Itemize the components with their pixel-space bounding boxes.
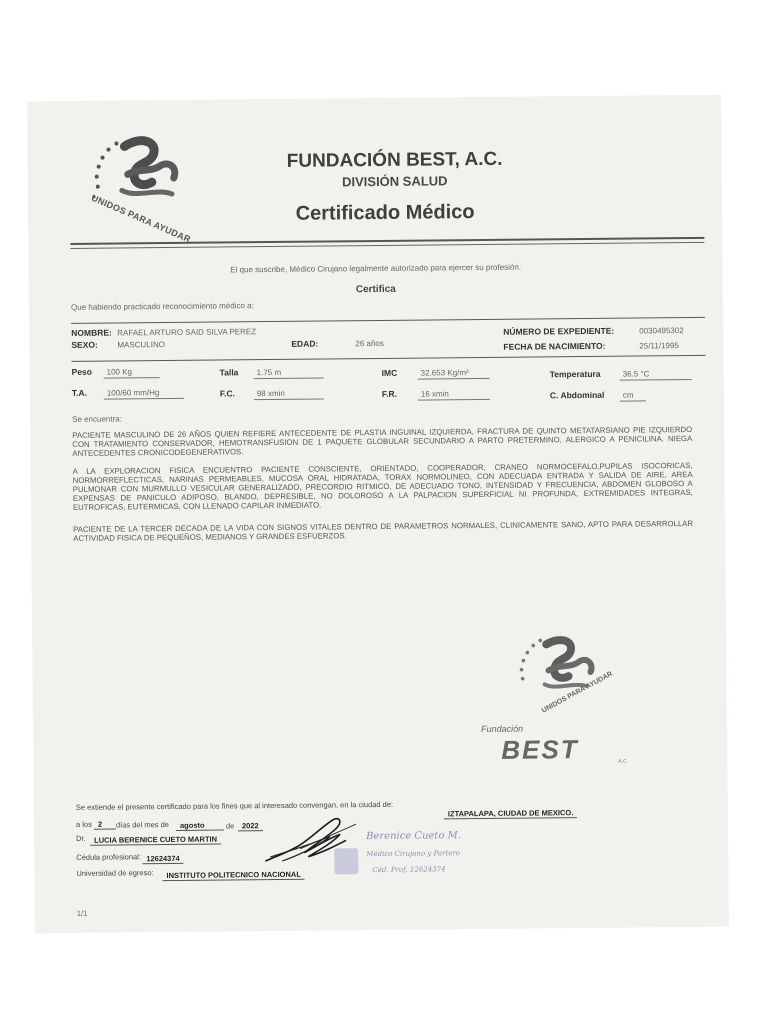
sexo-value: MASCULINO (117, 340, 165, 350)
talla-label: Talla (219, 367, 239, 378)
c-abdominal-label: C. Abdominal (549, 389, 605, 401)
ta-value: 100/60 mm/Hg (104, 388, 184, 400)
stamp-best: BEST (501, 734, 579, 765)
edad-value: 26 años (355, 338, 384, 349)
universidad-label: Universidad de egreso: (76, 868, 154, 878)
division-name: DIVISIÓN SALUD (342, 173, 448, 190)
document-title: Certificado Médico (295, 201, 475, 225)
nombre-value: RAFAEL ARTURO SAID SILVA PEREZ (117, 327, 257, 338)
page-number: 1/1 (76, 908, 88, 918)
vitals-divider (72, 355, 706, 362)
fc-value: 98 xmin (254, 389, 324, 401)
temperatura-label: Temperatura (549, 368, 601, 380)
edad-label: EDAD: (291, 338, 319, 349)
stamp-ac: A.C. (618, 758, 629, 765)
seal-line-1: Berenice Cueto M. (366, 830, 462, 843)
imc-label: IMC (381, 367, 398, 378)
mes-value: agosto (176, 820, 224, 830)
seal-emblem (334, 848, 358, 874)
c-abdominal-value: cm (620, 390, 646, 401)
nacimiento-label: FECHA DE NACIMIENTO: (503, 340, 606, 352)
a-los-text: a los (75, 819, 92, 829)
expediente-label: NÚMERO DE EXPEDIENTE: (503, 325, 615, 337)
peso-label: Peso (71, 366, 92, 377)
seal-line-2: Médico Cirujano y Partero (366, 849, 461, 859)
patient-divider (71, 317, 705, 324)
fr-label: F.R. (381, 388, 398, 399)
peso-value: 100 Kg (104, 367, 160, 379)
sexo-label: SEXO: (71, 339, 98, 350)
fc-label: F.C. (219, 388, 236, 399)
ciudad-value: IZTAPALAPA, CIUDAD DE MEXICO. (444, 808, 578, 819)
temperatura-value: 36.5 °C (620, 369, 692, 381)
se-encuentra-label: Se encuentra: (72, 414, 122, 424)
organization-name: FUNDACIÓN BEST, A.C. (286, 148, 503, 172)
talla-value: 1.75 m (254, 368, 324, 380)
dias-del-mes-text: días del mes de (115, 820, 169, 830)
antecedentes-paragraph: PACIENTE MASCULINO DE 26 AÑOS QUIEN REFIERE ANTECEDENTE DE PLASTIA INGUINAL IZQUIERDA, FRACTURA DE QUINTO METATARSIANO PIE IZQUIERDO CON TRATAMIENTO CONSERVADOR, HEMOTRANSFUSION DE 1 PAQUETE GLOBULAR SECUNDARIO A PARTO PRETERMINO, ALERGICO A PENICILINA. NIEGA ANTECEDENTES CRONICODEGENERATIVOS. (72, 424, 693, 458)
exploracion-paragraph: A LA EXPLORACION FISICA ENCUENTRO PACIENTE CONSCIENTE, ORIENTADO, COOPERADOR, CRANEO NORMOCEFALO,PUPILAS ISOCORICAS, NORMORREFLECTICAS, NARINAS PERMEABLES, MUCOSA ORAL HIDRATADA, TORAX NORMOLINEO, CON ADECUADA ENTRADA Y SALIDA DE AIRE, AREA PULMONAR CON MURMULLO VESICULAR GENERALIZADO, PRECORDIO RITMICO, DE ADECUADO TONO, INTENSIDAD Y FRECUENCIA, ABDOMEN GLOBOSO A EXPENSAS DE PANICULO ADIPOSO, BLANDO, DEPRESIBLE, NO DOLOROSO A LA PALPACION SUPERFICIAL NI PROFUNDA, EXTREMIDADES INTEGRAS, EUTROFICAS, EUTERMICAS, CON LLENADO CAPILAR INMEDIATO. (72, 460, 693, 512)
dia-value: 2 (94, 820, 116, 830)
stamp-fundacion: Fundación (481, 723, 524, 735)
doctor-name: LUCIA BERENICE CUETO MARTIN (90, 835, 221, 846)
certifica-heading: Certifica (355, 283, 396, 296)
ta-label: T.A. (71, 387, 87, 398)
de-text: de (225, 821, 235, 831)
dr-label: Dr. (76, 833, 86, 843)
fr-value: 16 xmin (418, 389, 490, 401)
extiende-text: Se extiende el presente certificado para los fines que al interesado convengan, en la ciudad de: (75, 799, 394, 812)
logo-motto: UNIDOS PARA AYUDAR (89, 192, 193, 245)
stamp-motto: UNIDOS PARA AYUDAR (540, 670, 614, 715)
cedula-label: Cédula profesional: (76, 852, 141, 862)
cedula-value: 12624374 (142, 854, 183, 864)
imc-value: 32.653 Kg/m² (418, 368, 490, 380)
universidad-value: INSTITUTO POLITECNICO NACIONAL (162, 870, 305, 881)
conclusion-paragraph: PACIENTE DE LA TERCER DECADA DE LA VIDA CON SIGNOS VITALES DENTRO DE PARAMETROS NORMALES, CLINICAMENTE SANO, APTO PARA DESARROLLAR ACTIVIDAD FISICA DE PEQUEÑOS, MEDIANOS Y GRANDES ESFUERZOS. (73, 518, 694, 543)
expediente-value: 0030495302 (639, 326, 684, 336)
reconocimiento-text: Que habiendo practicado reconocimiento médico a: (70, 301, 254, 312)
certificate-sheet (27, 95, 729, 934)
seal-line-3: Céd. Prof. 12624374 (372, 865, 446, 875)
nombre-label: NOMBRE: (71, 327, 112, 338)
nacimiento-value: 25/11/1995 (639, 341, 679, 351)
intro-text: El que suscribe, Médico Cirujano legalmente autorizado para ejercer su profesión. (230, 262, 522, 275)
anio-value: 2022 (238, 821, 263, 831)
